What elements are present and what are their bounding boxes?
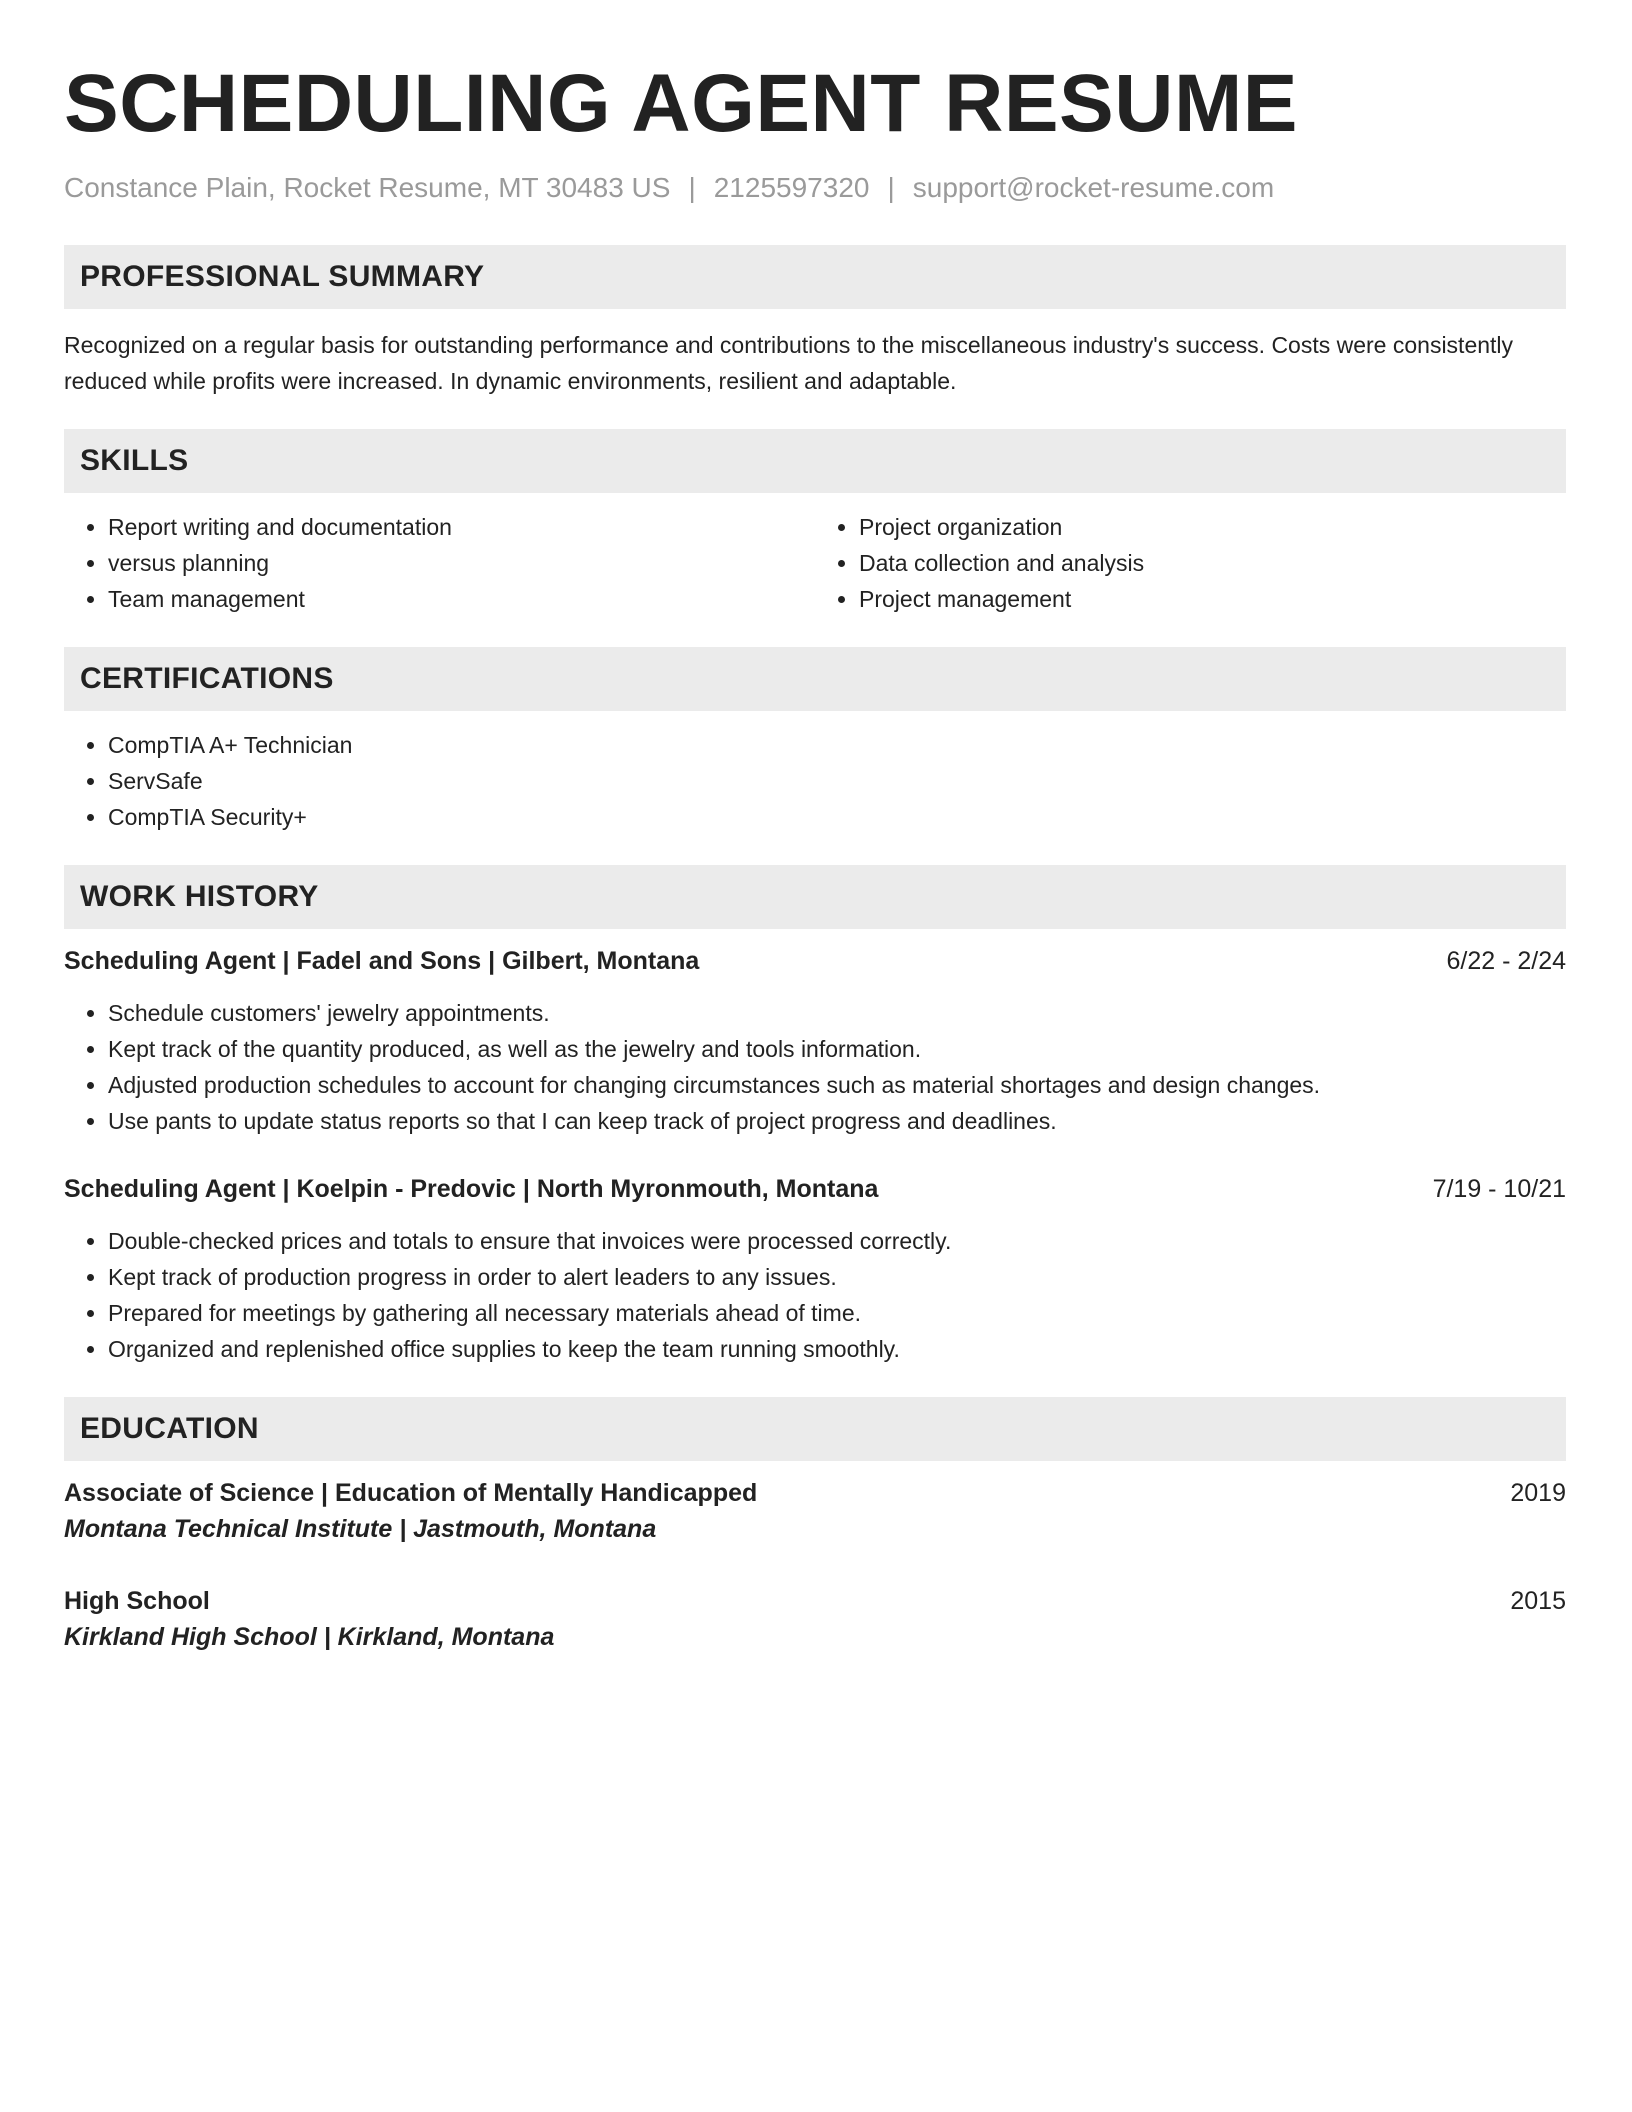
skill-item: • Project organization <box>859 509 1566 545</box>
contact-separator: | <box>887 172 895 203</box>
resume-page <box>64 56 1566 1655</box>
education-header <box>64 1583 1566 1619</box>
education-school: Kirkland High School | Kirkland, Montana <box>64 1623 555 1651</box>
job-dates: 6/22 - 2/24 <box>1446 947 1566 975</box>
contact-email: support@rocket-resume.com <box>912 172 1275 203</box>
job-bullet: • Use pants to update status reports so that I can keep track of project progress and deadlines. <box>108 1103 1566 1139</box>
skills-list-right <box>815 509 1566 617</box>
skill-item: • Data collection and analysis <box>859 545 1566 581</box>
certifications-list <box>64 727 1566 835</box>
certifications-section <box>64 647 1566 835</box>
education-section <box>64 1397 1566 1655</box>
job-title: Scheduling Agent | Fadel and Sons | Gilbert, Montana <box>64 947 700 975</box>
education-header <box>64 1475 1566 1511</box>
summary-heading: PROFESSIONAL SUMMARY <box>64 245 1566 309</box>
summary-text: Recognized on a regular basis for outstanding performance and contributions to the miscellaneous industry's success. Costs were consistently reduced while profits were increased. In dynamic environments, resilient and adaptable. <box>64 332 1514 394</box>
education-entry <box>64 1475 1566 1547</box>
job-title: Scheduling Agent | Koelpin - Predovic | North Myronmouth, Montana <box>64 1175 879 1203</box>
contact-address: Constance Plain, Rocket Resume, MT 30483 US <box>64 172 671 203</box>
contact-phone: 2125597320 <box>713 172 870 203</box>
skill-item: • versus planning <box>108 545 815 581</box>
job-bullet: • Organized and replenished office supplies to keep the team running smoothly. <box>108 1331 1566 1367</box>
certification-item: • CompTIA A+ Technician <box>108 727 1566 763</box>
job-bullets <box>64 995 1566 1139</box>
education-degree: Associate of Science | Education of Mentally Handicapped <box>64 1479 758 1507</box>
job-bullet: • Kept track of production progress in order to alert leaders to any issues. <box>108 1259 1566 1295</box>
job-entry <box>64 943 1566 1139</box>
skills-section <box>64 429 1566 617</box>
job-dates: 7/19 - 10/21 <box>1432 1175 1566 1203</box>
skill-item: • Team management <box>108 581 815 617</box>
education-school: Montana Technical Institute | Jastmouth, Montana <box>64 1515 657 1543</box>
job-bullet: • Kept track of the quantity produced, as well as the jewelry and tools information. <box>108 1031 1566 1067</box>
contact-separator: | <box>688 172 696 203</box>
job-header <box>64 943 1566 979</box>
skill-item: • Report writing and documentation <box>108 509 815 545</box>
job-bullet: • Schedule customers' jewelry appointments. <box>108 995 1566 1031</box>
education-degree: High School <box>64 1587 210 1615</box>
job-bullet: • Prepared for meetings by gathering all necessary materials ahead of time. <box>108 1295 1566 1331</box>
education-year: 2019 <box>1510 1479 1566 1507</box>
job-bullet: • Adjusted production schedules to account for changing circumstances such as material shortages and design changes. <box>108 1067 1566 1103</box>
certification-item: • CompTIA Security+ <box>108 799 1566 835</box>
job-header <box>64 1171 1566 1207</box>
resume-title: SCHEDULING AGENT RESUME <box>64 58 1298 149</box>
education-year: 2015 <box>1510 1587 1566 1615</box>
work-history-heading: WORK HISTORY <box>64 865 1566 929</box>
summary-section <box>64 245 1566 399</box>
skills-list-left <box>64 509 815 617</box>
skills-grid <box>64 493 1566 617</box>
job-bullet: • Double-checked prices and totals to ensure that invoices were processed correctly. <box>108 1223 1566 1259</box>
work-history-section <box>64 865 1566 1367</box>
education-entry <box>64 1583 1566 1655</box>
certification-item: • ServSafe <box>108 763 1566 799</box>
certifications-heading: CERTIFICATIONS <box>64 647 1566 711</box>
skills-heading: SKILLS <box>64 429 1566 493</box>
contact-line <box>64 170 1566 206</box>
education-heading: EDUCATION <box>64 1397 1566 1461</box>
job-entry <box>64 1171 1566 1367</box>
skill-item: • Project management <box>859 581 1566 617</box>
job-bullets <box>64 1223 1566 1367</box>
